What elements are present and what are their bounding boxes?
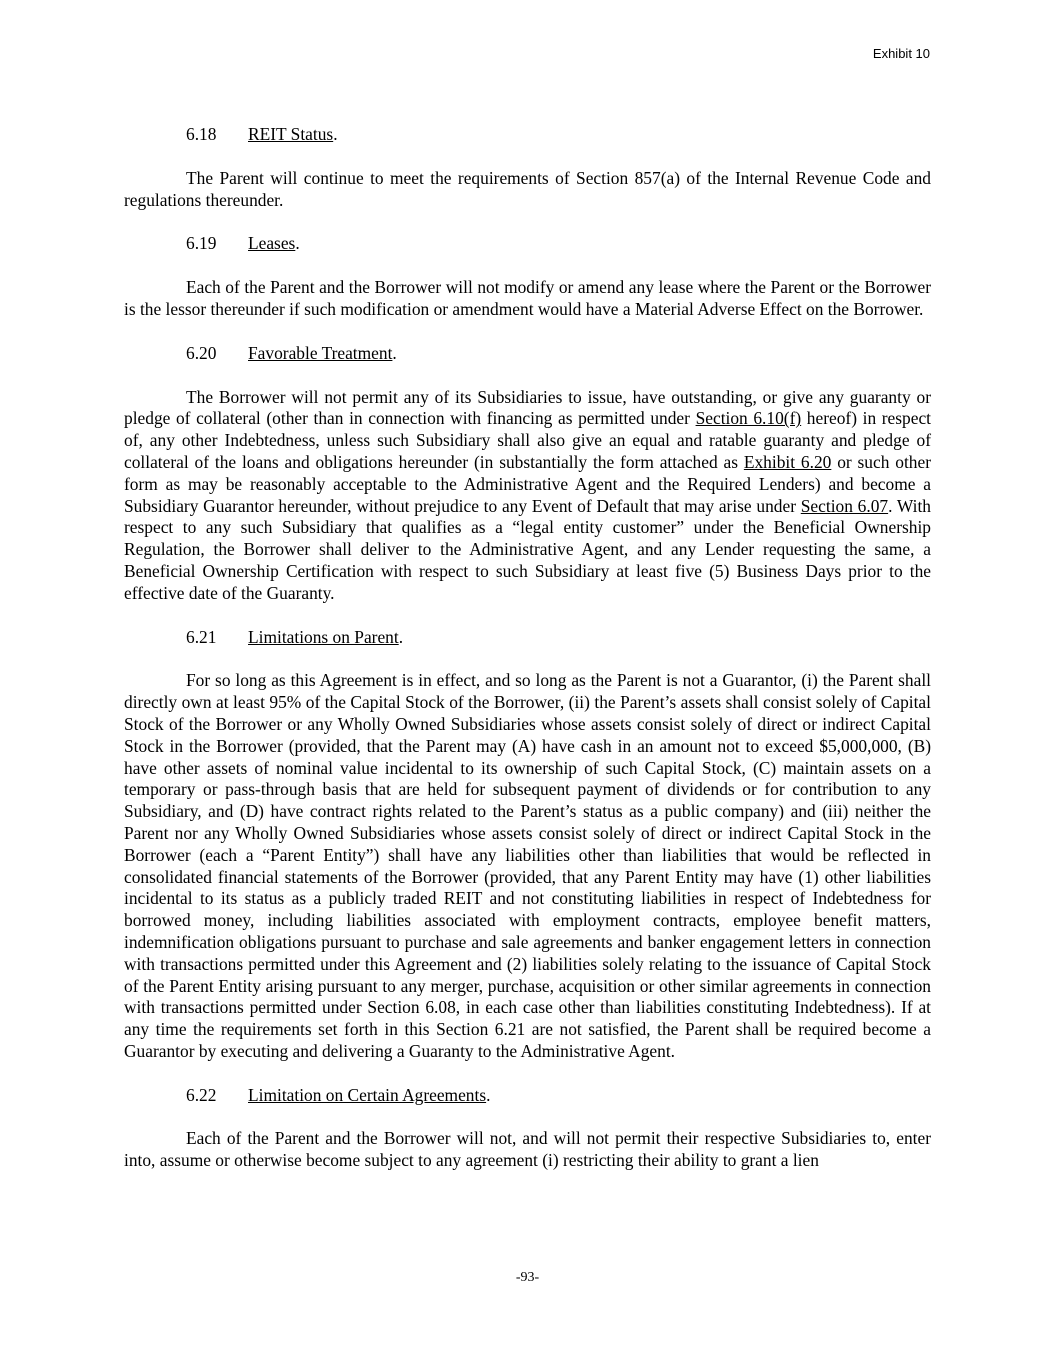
section-title: Leases [248, 233, 296, 254]
section-paragraph-6-19: Each of the Parent and the Borrower will not modify or amend any lease where the Parent or the Borrower is the lessor thereunder if such modification or amendment would have a Material Adverse Effect on the Borrower. [124, 277, 931, 319]
document-body [124, 124, 931, 1194]
section-title: Favorable Treatment [248, 342, 393, 363]
section-paragraph-6-22: Each of the Parent and the Borrower will not, and will not permit their respective Subsidiaries to, enter into, assume or otherwise become subject to any agreement (i) restricting their ability to grant a lien [124, 1128, 931, 1171]
section-heading-6-20: 6.20 Favorable Treatment. [186, 342, 397, 363]
page-number: -93- [515, 1270, 540, 1285]
section-number: 6.19 [186, 233, 217, 254]
section-heading-6-19: 6.19 Leases. [186, 233, 300, 254]
section-heading-6-18: 6.18 REIT Status. [186, 124, 338, 144]
section-title: Limitations on Parent [248, 626, 399, 647]
section-number: 6.20 [186, 342, 217, 363]
paragraph-text: or such other form as may be reasonably acceptable to the Administrative Agent and the Required Lenders) and become a Subsidiary Guarantor hereunder, without prejudice to any Event of Default that may arise under [124, 451, 931, 516]
section-paragraph-6-21: For so long as this Agreement is in effect, and so long as the Parent is not a Guarantor, (i) the Parent shall directly own at least 95% of the Capital Stock of the Borrower, (ii) the Parent’s assets shall consist solely of Capital Stock of the Borrower or any Wholly Owned Subsidiaries whose assets consist solely of direct or indirect Capital Stock in the Borrower (provided, that the Parent may (A) have cash in an amount not to exceed $5,000,000, (B) have other assets of nominal value incidental to its ownership of such Capital Stock, (C) maintain assets on a temporary or pass-through basis that are held for subsequent payment of dividends or for contribution to any Subsidiary, and (D) have contract rights related to the Parent’s status as a public company) and (iii) neither the Parent nor any Wholly Owned Subsidiaries whose assets consist solely of direct or indirect Capital Stock in the Borrower (each a “Parent Entity”) shall have any liabilities other than liabilities that would be reflected in consolidated financial statements of the Borrower (provided, that any Parent Entity may have (1) other liabilities incidental to its status as a publicly traded REIT and not constituting liabilities in respect of Indebtedness for borrowed money, including liabilities associated with employment contracts, employee benefit matters, indemnification obligations pursuant to purchase and sale agreements and banker engagement letters in connection with transactions permitted under this Agreement and (2) liabilities solely relating to the issuance of Capital Stock of the Parent Entity arising pursuant to any merger, purchase, acquisition or other similar agreements in connection with transactions permitted under Section 6.08, in each case other than liabilities constituting Indebtedness). If at any time the requirements set forth in this Section 6.21 are not satisfied, the Parent shall be required become a Guarantor by executing and delivering a Guaranty to the Administrative Agent. [124, 670, 931, 1061]
exhibit-label: Exhibit 10 [872, 46, 930, 61]
paragraph-text: . With respect to any such Subsidiary that qualifies as a “legal entity customer” under the Beneficial Ownership Regulation, the Borrower shall deliver to the Administrative Agent, and any Lender requesting the same, a Beneficial Ownership Certification with respect to such Subsidiary at least five (5) Business Days prior to the effective date of the Guaranty. [124, 495, 931, 603]
section-number: 6.21 [186, 626, 217, 647]
paragraph-text: hereof) in respect of, any other Indebtedness, unless such Subsidiary shall also give an equal and ratable guaranty and pledge of collateral of the loans and obligations hereunder (in substantially the form attached as [124, 408, 932, 472]
cross-reference-section-6-07: Section 6.07 [800, 495, 889, 516]
section-paragraph-6-20 [124, 387, 931, 605]
section-number: 6.18 [186, 124, 217, 144]
section-number: 6.22 [186, 1084, 217, 1105]
section-title: Limitation on Certain Agreements [248, 1084, 487, 1105]
section-title: REIT Status [248, 124, 334, 144]
section-paragraph-6-18: The Parent will continue to meet the requirements of Section 857(a) of the Internal Revenue Code and regulations thereunder. [124, 167, 931, 210]
section-heading-6-21: 6.21 Limitations on Parent. [186, 626, 404, 647]
cross-reference-exhibit-6-20: Exhibit 6.20 [743, 451, 832, 472]
cross-reference-section-6-10f: Section 6.10(f) [695, 408, 802, 429]
section-heading-6-22: 6.22 Limitation on Certain Agreements. [186, 1084, 491, 1105]
paragraph-text: The Borrower will not permit any of its Subsidiaries to issue, have outstanding, or give any guaranty or pledge of collateral (other than in connection with financing as permitted under [124, 386, 931, 429]
